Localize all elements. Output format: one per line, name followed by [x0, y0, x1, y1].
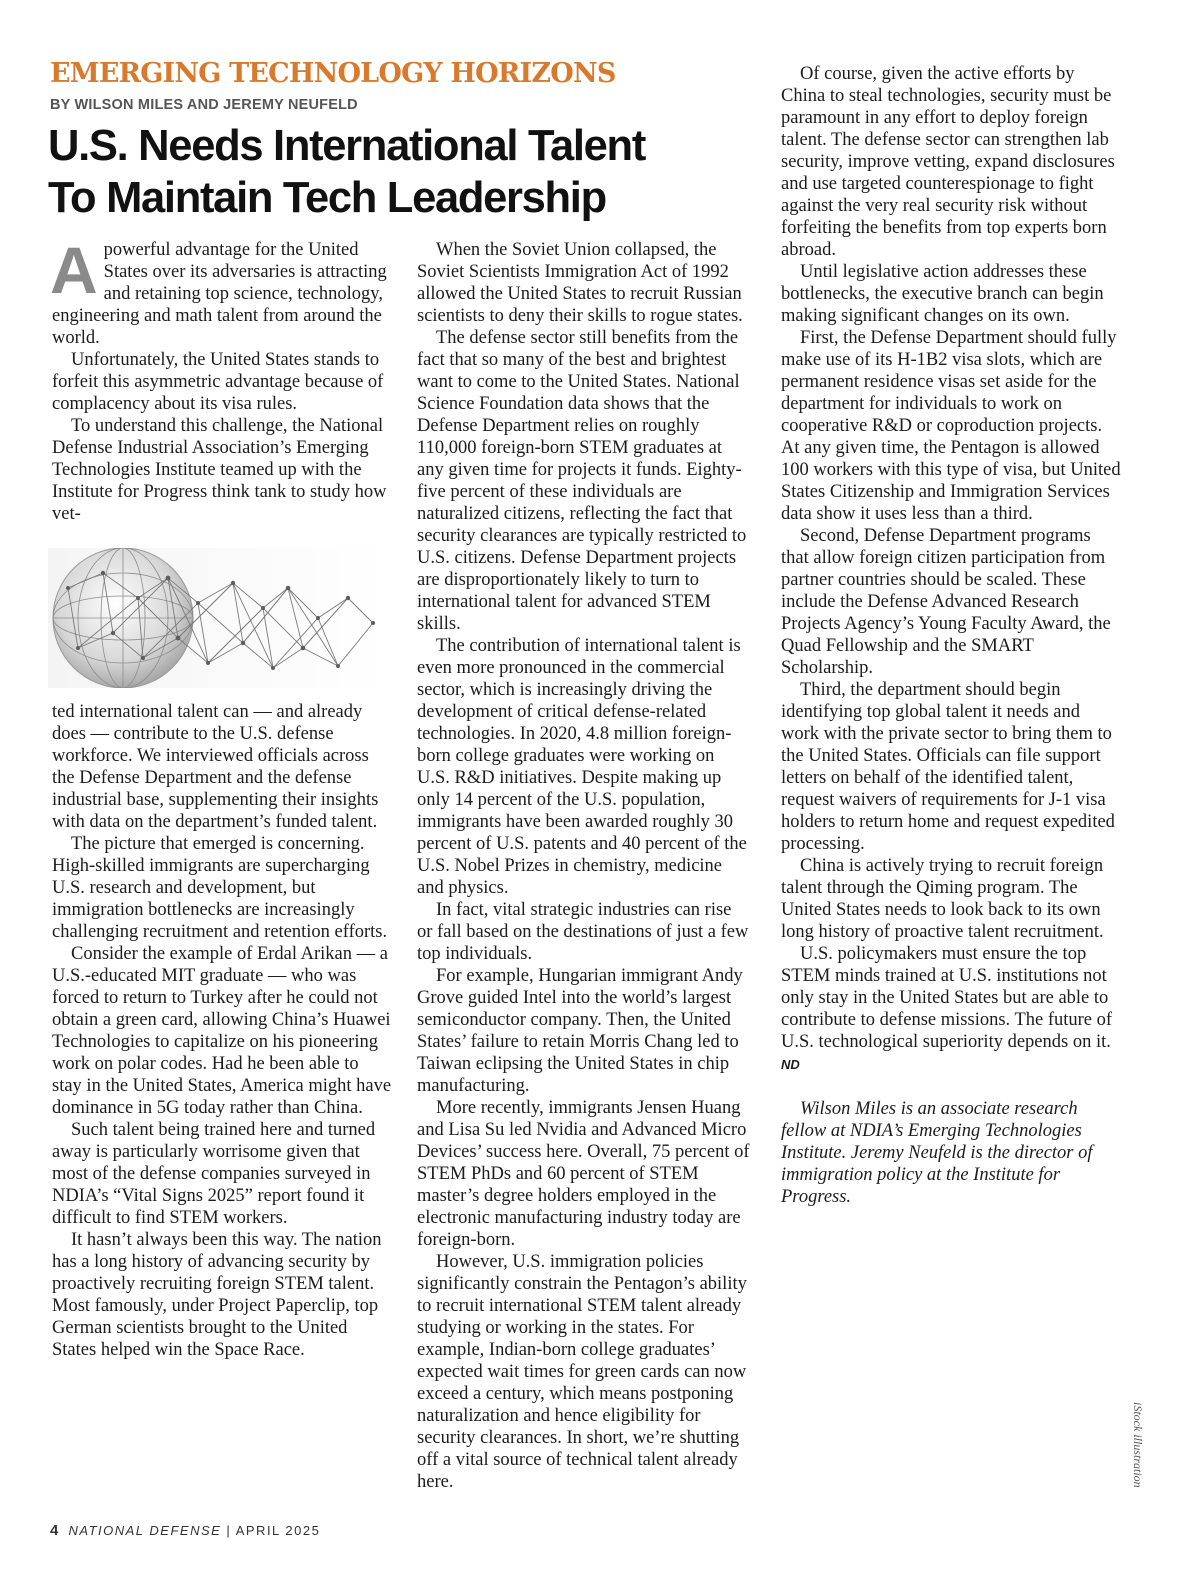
paragraph-12: For example, Hungarian immigrant Andy Grove guided Intel into the world’s largest semiconductor company. Then, the United States’ failure to retain Morris Chang led to Taiwan eclipsing the United States in chip manufacturing.: [417, 966, 743, 1096]
author-bio: Wilson Miles is an associate research fellow at NDIA’s Emerging Technologies Institute. Jeremy Neufeld is the director of immigration policy at the Institute for Progress.: [781, 1099, 1093, 1207]
byline: BY WILSON MILES AND JEREMY NEUFELD: [50, 97, 358, 113]
paragraph-6: Such talent being trained here and turned away is particularly worrisome given that most of the defense companies surveyed in NDIA’s “Vital Signs 2025” report found it difficult to find STEM workers.: [52, 1120, 376, 1228]
publication-name: NATIONAL DEFENSE: [68, 1523, 222, 1538]
paragraph-16: Until legislative action addresses these bottlenecks, the executive branch can begin making significant changes on its own.: [781, 262, 1104, 326]
headline: [48, 120, 645, 224]
end-mark: ND: [781, 1057, 800, 1072]
paragraph-15: Of course, given the active efforts by China to steal technologies, security must be paramount in any effort to deploy foreign talent. The defense sector can strengthen lab security, improve vetting, expand disclosures and use targeted counterespionage to fight against the very real security risk without forfeiting the benefits from top experts born abroad.: [781, 64, 1115, 260]
paragraph-11: In fact, vital strategic industries can rise or fall based on the destinations of just a few top individuals.: [417, 900, 749, 964]
paragraph-18: Second, Defense Department programs that allow foreign citizen participation from partner countries should be scaled. These include the Defense Advanced Research Projects Agency’s Young Faculty Award, the Quad Fellowship and the SMART Scholarship.: [781, 526, 1111, 678]
paragraph-2: Unfortunately, the United States stands to forfeit this asymmetric advantage because of complacency about its visa rules.: [52, 350, 384, 414]
paragraph-intro: [50, 233, 392, 349]
paragraph-10: The contribution of international talent is even more pronounced in the commercial sector, which is increasingly driving the development of critical defense-related technologies. In 2020, 4.8 million foreign-born college graduates were working on U.S. R&D initiatives. Despite making up only 14 percent of the U.S. population, immigrants have been awarded roughly 30 percent of U.S. patents and 40 percent of the U.S. Nobel Prizes in chemistry, medicine and physics.: [417, 636, 747, 898]
paragraph-1-text: powerful advantage for the United States over its adversaries is attracting and retaining top science, technology, engineering and math talent from around the world.: [52, 240, 387, 348]
article-column-1-top: [50, 233, 392, 525]
paragraph-3-continued: ted international talent can — and already does — contribute to the U.S. defense workforce. We interviewed officials across the Defense Department and the defense industrial base, supplementing their insights with data on the department’s funded talent.: [52, 702, 379, 832]
network-globe-illustration: [48, 548, 388, 688]
paragraph-3-start: To understand this challenge, the National Defense Industrial Association’s Emerging Technologies Institute teamed up with the Institute for Progress think tank to study how vet-: [52, 416, 387, 524]
issue-date: APRIL 2025: [235, 1523, 321, 1538]
globe: [53, 548, 193, 688]
article-column-2: [417, 239, 750, 1493]
paragraph-7: It hasn’t always been this way. The nation has a long history of advancing security by proactively recruiting foreign STEM talent. Most famously, under Project Paperclip, top German scientists brought to the United States helped win the Space Race.: [52, 1230, 382, 1360]
paragraph-17: First, the Defense Department should fully make use of its H-1B2 visa slots, which are permanent residence visas set aside for the department for individuals to work on cooperative R&D or coproduction projects. At any given time, the Pentagon is allowed 100 workers with this type of visa, but United States Citizenship and Immigration Services data show it uses less than a third.: [781, 328, 1121, 524]
paragraph-20: China is actively trying to recruit foreign talent through the Qiming program. The United States needs to look back to its own long history of proactive talent recruitment.: [781, 856, 1104, 942]
paragraph-19: Third, the department should begin identifying top global talent it needs and work with the private sector to bring them to the United States. Officials can file support letters on behalf of the identified talent, request waivers of requirements for J-1 visa holders to return home and request expedited processing.: [781, 680, 1115, 854]
page-footer: [50, 1522, 320, 1539]
paragraph-4: The picture that emerged is concerning. High-skilled immigrants are supercharging U.S. research and development, but immigration bottlenecks are increasingly challenging recruitment and retention efforts.: [52, 834, 388, 942]
page-number: 4: [50, 1522, 59, 1539]
paragraph-5: Consider the example of Erdal Arikan — a U.S.-educated MIT graduate — who was forced to return to Turkey after he could not obtain a green card, allowing China’s Huawei Technologies to capitalize on his pioneering work on polar codes. Had he been able to stay in the United States, America might have dominance in 5G today rather than China.: [52, 944, 392, 1118]
paragraph-21-text: U.S. policymakers must ensure the top STEM minds trained at U.S. institutions not only stay in the United States but are able to contribute to defense missions. The future of U.S. technological superiority depends on it.: [781, 944, 1113, 1052]
drop-cap: A: [50, 233, 98, 307]
paragraph-13: More recently, immigrants Jensen Huang and Lisa Su led Nvidia and Advanced Micro Devices’ success here. Overall, 75 percent of STEM PhDs and 60 percent of STEM master’s degree holders employed in the electronic manufacturing industry today are foreign-born.: [417, 1098, 750, 1250]
section-kicker: EMERGING TECHNOLOGY HORIZONS: [50, 58, 616, 89]
headline-line-1: U.S. Needs International Talent: [48, 122, 646, 170]
paragraph-8: When the Soviet Union collapsed, the Soviet Scientists Immigration Act of 1992 allowed the United States to recruit Russian scientists to deny their skills to rogue states.: [417, 240, 743, 326]
paragraph-9: The defense sector still benefits from the fact that so many of the best and brightest want to come to the United States. National Science Foundation data shows that the Defense Department relies on roughly 110,000 foreign-born STEM graduates at any given time for projects it funds. Eighty-five percent of these individuals are naturalized citizens, reflecting the fact that security clearances are typically restricted to U.S. citizens. Defense Department projects are disproportionately likely to turn to international talent for advanced STEM skills.: [417, 328, 747, 634]
headline-line-2: To Maintain Tech Leadership: [48, 174, 606, 222]
paragraph-21: [781, 943, 1121, 1076]
article-column-3: [781, 63, 1121, 1208]
footer-separator: |: [226, 1523, 232, 1538]
paragraph-14: However, U.S. immigration policies significantly constrain the Pentagon’s ability to recruit international STEM talent already studying or working in the states. For example, Indian-born college graduates’ expected wait times for green cards can now exceed a century, which means postponing naturalization and hence eligibility for security clearances. In short, we’re shutting off a vital source of technical talent already here.: [417, 1252, 747, 1492]
image-credit: iStock illustration: [1131, 1402, 1145, 1488]
article-column-1-bottom: [52, 701, 392, 1361]
